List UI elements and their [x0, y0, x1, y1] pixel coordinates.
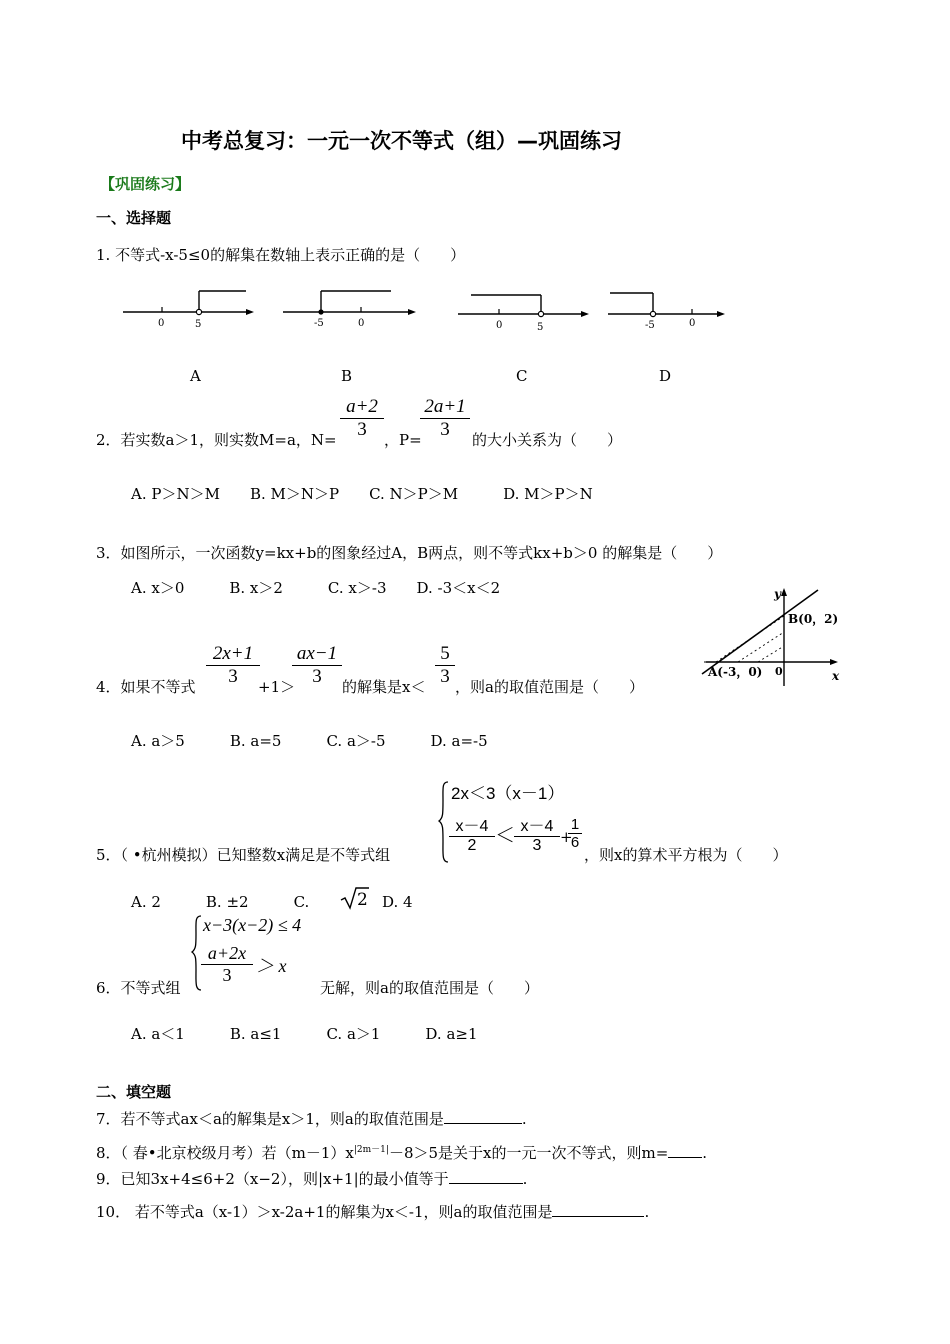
question-2-mid: ，P=: [384, 431, 422, 449]
period: .: [702, 1144, 708, 1162]
origin-label: 0: [775, 665, 783, 678]
question-5-suffix: ，则x的算术平方根为（ ）: [584, 846, 788, 864]
sqrt-sign: [340, 886, 370, 910]
sqrt-value: 2: [357, 890, 368, 910]
plus-sign: +: [560, 828, 573, 846]
numerator: a+2x: [207, 943, 247, 963]
period: .: [644, 1203, 650, 1221]
answer-blank[interactable]: [552, 1216, 644, 1217]
numerator: 5: [440, 643, 450, 664]
y-axis-label: y: [774, 587, 781, 601]
tick-label-zero: 0: [158, 318, 165, 329]
option-label-c: C: [516, 367, 528, 385]
question-7-text: 7．若不等式ax＜a的解集是x＞1，则a的取值范围是: [96, 1110, 444, 1128]
fraction-3: [568, 816, 582, 851]
fraction-left: [206, 643, 260, 688]
exponent: |2m－1|: [353, 1145, 389, 1155]
question-2-suffix: 的大小关系为（ ）: [472, 431, 623, 449]
denominator: 3: [532, 837, 542, 854]
question-6-prefix: 6．不等式组: [96, 979, 181, 997]
numerator: ax−1: [296, 643, 338, 664]
question-9: [96, 1170, 527, 1188]
period: .: [522, 1170, 528, 1188]
fraction-bound: [435, 643, 455, 688]
question-10-text: 10． 若不等式a（x-1）＞x-2a+1的解集为x＜-1，则a的取值范围是: [96, 1203, 553, 1221]
option-label-a: A: [190, 367, 201, 385]
section-fill-heading: 二、填空题: [96, 1083, 172, 1101]
denominator: 3: [222, 965, 232, 985]
question-8-prefix: 8．（ 春•北京校级月考）若（m－1）x: [96, 1144, 354, 1162]
point-a-label: A(-3，0): [708, 665, 763, 679]
question-4-mid: 的解集是x＜: [342, 678, 426, 696]
tick-label-zero: 0: [496, 320, 503, 331]
tick-label-five: 5: [195, 319, 202, 330]
question-3-options: A. x＞0 B. x＞2 C. x＞-3 D. -3＜x＜2: [131, 579, 501, 597]
question-2-prefix: 2．若实数a＞1，则实数M=a，N=: [96, 431, 337, 449]
tick-label-zero: 0: [358, 318, 365, 329]
numerator: 2x+1: [212, 643, 254, 664]
numerator: x－4: [520, 818, 554, 835]
less-than: ＜: [495, 823, 515, 847]
system-line-1: x−3(x−2) ≤ 4: [203, 915, 302, 935]
denominator: 2: [467, 837, 477, 854]
numerator: 1: [570, 816, 580, 833]
number-line-a: [120, 288, 260, 333]
tick-label-neg-five: -5: [314, 318, 324, 329]
question-1: 1. 不等式-x-5≤0的解集在数轴上表示正确的是（ ）: [96, 246, 466, 264]
fraction-right: [292, 643, 342, 688]
numerator: a+2: [346, 396, 378, 417]
tick-label-neg-five: -5: [645, 320, 655, 331]
answer-blank[interactable]: [668, 1157, 702, 1158]
question-4-suffix: ，则a的取值范围是（ ）: [455, 678, 644, 696]
denominator: 3: [312, 666, 322, 687]
page-title: 中考总复习：一元一次不等式（组）—巩固练习: [181, 129, 622, 153]
answer-blank[interactable]: [444, 1123, 522, 1124]
question-3: 3．如图所示，一次函数y=kx+b的图象经过A，B两点，则不等式kx+b＞0 的解集是（ ）: [96, 544, 723, 562]
answer-blank[interactable]: [449, 1183, 523, 1184]
question-2-options: A. P＞N＞M B. M＞N＞P C. N＞P＞M D. M＞P＞N: [131, 485, 593, 503]
section-tag: 【巩固练习】: [100, 175, 191, 193]
numerator: x－4: [455, 818, 489, 835]
question-8: [96, 1144, 707, 1162]
question-10: [96, 1203, 649, 1221]
greater-than-x: ＞ x: [256, 956, 287, 976]
question-5-prefix: 5．（ •杭州模拟）已知整数x满足是不等式组: [96, 846, 391, 864]
question-4-prefix: 4．如果不等式: [96, 678, 196, 696]
option-label-d: D: [659, 367, 672, 385]
denominator: 3: [228, 666, 238, 687]
question-6-options: A. a＜1 B. a≤1 C. a＞1 D. a≥1: [131, 1025, 478, 1043]
denominator: 3: [357, 419, 367, 440]
period: .: [521, 1110, 527, 1128]
linear-function-graph: [698, 582, 848, 692]
fraction-p: [420, 396, 470, 441]
fraction-n: [340, 396, 384, 441]
question-4-plus: +1＞: [258, 678, 296, 696]
question-4-options: A. a＞5 B. a=5 C. a＞-5 D. a=-5: [131, 732, 488, 750]
number-line-c: [455, 292, 595, 337]
section-choice-heading: 一、选择题: [96, 209, 172, 227]
denominator: 3: [440, 419, 450, 440]
numerator: 2a+1: [424, 396, 466, 417]
x-axis-label: x: [832, 669, 840, 683]
fraction-2: [514, 813, 560, 855]
option-label-b: B: [341, 367, 353, 385]
question-7: [96, 1110, 527, 1128]
tick-label-five: 5: [537, 322, 544, 333]
system-line-1: 2x＜3（x－1）: [451, 784, 565, 803]
fraction: [201, 943, 253, 986]
question-8-suffix: －8＞5是关于x的一元一次不等式，则m=: [388, 1144, 669, 1162]
denominator: 6: [570, 834, 580, 851]
question-5-option-d: D. 4: [382, 893, 413, 911]
question-5-options: A. 2 B. ±2 C.: [131, 893, 310, 911]
question-6-suffix: 无解，则a的取值范围是（ ）: [320, 979, 539, 997]
fraction-1: [449, 813, 495, 855]
number-line-d: [605, 290, 735, 335]
question-9-text: 9．已知3x+4≤6+2（x−2），则|x+1|的最小值等于: [96, 1170, 449, 1188]
point-b-label: B(0，2): [788, 612, 839, 626]
number-line-b: [280, 288, 425, 333]
tick-label-zero: 0: [689, 318, 696, 329]
denominator: 3: [440, 666, 450, 687]
